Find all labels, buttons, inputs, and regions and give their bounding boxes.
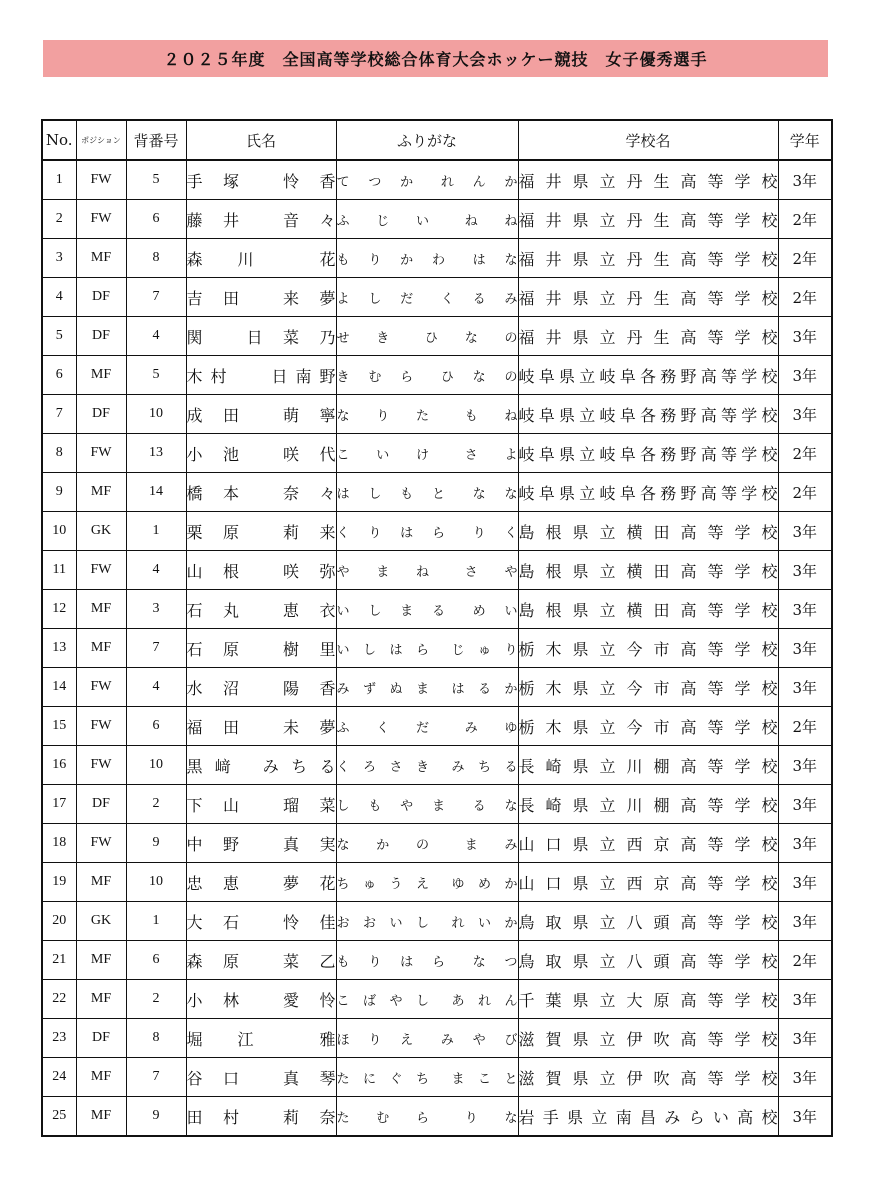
cell-school: 岐阜県立岐阜各務野高等学校	[518, 473, 778, 512]
cell-grade: 3年	[778, 980, 832, 1019]
table-row	[42, 239, 832, 278]
table-body	[42, 160, 832, 1136]
table-row	[42, 629, 832, 668]
cell-kana: ち ゅ う え ゆ め か	[336, 863, 518, 902]
cell-kana: や ま ね さ や	[336, 551, 518, 590]
table-row	[42, 746, 832, 785]
cell-grade: 3年	[778, 1019, 832, 1058]
cell-number: 2	[126, 785, 186, 824]
cell-number: 1	[126, 512, 186, 551]
cell-school: 岐阜県立岐阜各務野高等学校	[518, 356, 778, 395]
cell-name: 山 根 咲 弥	[186, 551, 336, 590]
cell-no: 25	[42, 1097, 76, 1137]
cell-name: 大 石 怜 佳	[186, 902, 336, 941]
table-row	[42, 1097, 832, 1137]
cell-school: 滋賀県立伊吹高等学校	[518, 1058, 778, 1097]
cell-grade: 2年	[778, 239, 832, 278]
cell-position: GK	[76, 512, 126, 551]
cell-grade: 3年	[778, 785, 832, 824]
cell-position: DF	[76, 1019, 126, 1058]
cell-no: 10	[42, 512, 76, 551]
cell-no: 2	[42, 200, 76, 239]
cell-grade: 3年	[778, 512, 832, 551]
cell-name: 藤 井 音 々	[186, 200, 336, 239]
cell-name: 木村 日南野	[186, 356, 336, 395]
cell-position: MF	[76, 590, 126, 629]
table-row	[42, 980, 832, 1019]
cell-kana: せ き ひ な の	[336, 317, 518, 356]
cell-grade: 2年	[778, 200, 832, 239]
cell-number: 7	[126, 278, 186, 317]
table-row	[42, 434, 832, 473]
cell-number: 3	[126, 590, 186, 629]
cell-kana: よ し だ く る み	[336, 278, 518, 317]
cell-position: FW	[76, 160, 126, 200]
cell-no: 9	[42, 473, 76, 512]
cell-grade: 2年	[778, 278, 832, 317]
cell-position: FW	[76, 707, 126, 746]
cell-kana: ふ く だ み ゆ	[336, 707, 518, 746]
cell-grade: 3年	[778, 395, 832, 434]
cell-no: 21	[42, 941, 76, 980]
cell-school: 福井県立丹生高等学校	[518, 278, 778, 317]
cell-name: 堀 江 雅	[186, 1019, 336, 1058]
cell-school: 栃木県立今市高等学校	[518, 629, 778, 668]
cell-no: 8	[42, 434, 76, 473]
cell-number: 1	[126, 902, 186, 941]
cell-position: FW	[76, 434, 126, 473]
cell-no: 6	[42, 356, 76, 395]
cell-name: 水 沼 陽 香	[186, 668, 336, 707]
cell-grade: 3年	[778, 317, 832, 356]
cell-name: 石 原 樹 里	[186, 629, 336, 668]
cell-position: FW	[76, 200, 126, 239]
header-number: 背番号	[126, 120, 186, 160]
cell-name: 関 日 菜 乃	[186, 317, 336, 356]
cell-grade: 3年	[778, 160, 832, 200]
cell-name: 忠 恵 夢 花	[186, 863, 336, 902]
table-row	[42, 785, 832, 824]
cell-number: 4	[126, 668, 186, 707]
cell-number: 9	[126, 1097, 186, 1137]
cell-kana: い し ま る め い	[336, 590, 518, 629]
cell-kana: こ い け さ よ	[336, 434, 518, 473]
table-row	[42, 200, 832, 239]
cell-grade: 3年	[778, 356, 832, 395]
cell-name: 福 田 未 夢	[186, 707, 336, 746]
cell-no: 14	[42, 668, 76, 707]
cell-number: 7	[126, 629, 186, 668]
cell-kana: お お い し れ い か	[336, 902, 518, 941]
cell-school: 長崎県立川棚高等学校	[518, 746, 778, 785]
cell-kana: ほ り え み や び	[336, 1019, 518, 1058]
cell-grade: 3年	[778, 863, 832, 902]
cell-number: 8	[126, 1019, 186, 1058]
cell-number: 8	[126, 239, 186, 278]
cell-school: 鳥取県立八頭高等学校	[518, 902, 778, 941]
cell-school: 福井県立丹生高等学校	[518, 160, 778, 200]
cell-position: DF	[76, 785, 126, 824]
cell-no: 4	[42, 278, 76, 317]
cell-kana: な か の ま み	[336, 824, 518, 863]
header-name: 氏名	[186, 120, 336, 160]
cell-grade: 2年	[778, 434, 832, 473]
cell-kana: く ろ さ き み ち る	[336, 746, 518, 785]
cell-no: 22	[42, 980, 76, 1019]
page-title: ２０２５年度 全国高等学校総合体育大会ホッケー競技 女子優秀選手	[43, 40, 828, 77]
cell-no: 5	[42, 317, 76, 356]
cell-position: MF	[76, 473, 126, 512]
cell-position: FW	[76, 824, 126, 863]
cell-number: 6	[126, 941, 186, 980]
cell-kana: た に ぐ ち ま こ と	[336, 1058, 518, 1097]
cell-position: MF	[76, 863, 126, 902]
cell-position: MF	[76, 239, 126, 278]
cell-name: 小 池 咲 代	[186, 434, 336, 473]
cell-number: 9	[126, 824, 186, 863]
cell-no: 12	[42, 590, 76, 629]
table-row	[42, 590, 832, 629]
cell-school: 福井県立丹生高等学校	[518, 239, 778, 278]
cell-name: 黒 﨑 み ち る	[186, 746, 336, 785]
cell-school: 長崎県立川棚高等学校	[518, 785, 778, 824]
cell-position: FW	[76, 668, 126, 707]
cell-grade: 3年	[778, 551, 832, 590]
cell-no: 1	[42, 160, 76, 200]
cell-no: 18	[42, 824, 76, 863]
cell-grade: 3年	[778, 902, 832, 941]
cell-name: 栗 原 莉 来	[186, 512, 336, 551]
cell-kana: た む ら り な	[336, 1097, 518, 1137]
cell-kana: み ず ぬ ま は る か	[336, 668, 518, 707]
cell-position: MF	[76, 941, 126, 980]
cell-no: 19	[42, 863, 76, 902]
cell-kana: も り は ら な つ	[336, 941, 518, 980]
table-row	[42, 824, 832, 863]
cell-number: 13	[126, 434, 186, 473]
cell-position: MF	[76, 1058, 126, 1097]
cell-name: 森 川 花	[186, 239, 336, 278]
cell-grade: 2年	[778, 473, 832, 512]
table-row	[42, 395, 832, 434]
cell-position: DF	[76, 317, 126, 356]
cell-school: 島根県立横田高等学校	[518, 551, 778, 590]
cell-kana: ふ じ い ね ね	[336, 200, 518, 239]
cell-name: 吉 田 来 夢	[186, 278, 336, 317]
cell-school: 鳥取県立八頭高等学校	[518, 941, 778, 980]
header-school: 学校名	[518, 120, 778, 160]
cell-kana: く り は ら り く	[336, 512, 518, 551]
cell-grade: 3年	[778, 629, 832, 668]
cell-kana: し も や ま る な	[336, 785, 518, 824]
cell-no: 15	[42, 707, 76, 746]
table-header	[42, 120, 832, 160]
header-row	[42, 120, 832, 160]
cell-position: MF	[76, 1097, 126, 1137]
table-row	[42, 902, 832, 941]
cell-school: 福井県立丹生高等学校	[518, 200, 778, 239]
cell-no: 17	[42, 785, 76, 824]
table-row	[42, 278, 832, 317]
cell-number: 10	[126, 395, 186, 434]
table-row	[42, 1019, 832, 1058]
cell-school: 岩手県立南昌みらい高校	[518, 1097, 778, 1137]
cell-school: 島根県立横田高等学校	[518, 590, 778, 629]
cell-position: MF	[76, 629, 126, 668]
cell-name: 小 林 愛 怜	[186, 980, 336, 1019]
header-position: ポジション	[76, 120, 126, 160]
cell-grade: 2年	[778, 941, 832, 980]
table-row	[42, 668, 832, 707]
cell-name: 森 原 菜 乙	[186, 941, 336, 980]
cell-number: 5	[126, 356, 186, 395]
cell-number: 4	[126, 551, 186, 590]
cell-position: MF	[76, 356, 126, 395]
cell-grade: 3年	[778, 1058, 832, 1097]
cell-position: FW	[76, 551, 126, 590]
cell-kana: も り か わ は な	[336, 239, 518, 278]
cell-no: 13	[42, 629, 76, 668]
table-row	[42, 941, 832, 980]
cell-name: 石 丸 恵 衣	[186, 590, 336, 629]
cell-kana: は し も と な な	[336, 473, 518, 512]
cell-name: 谷 口 真 琴	[186, 1058, 336, 1097]
cell-number: 6	[126, 200, 186, 239]
cell-no: 3	[42, 239, 76, 278]
table-row	[42, 551, 832, 590]
cell-school: 福井県立丹生高等学校	[518, 317, 778, 356]
cell-school: 千葉県立大原高等学校	[518, 980, 778, 1019]
cell-school: 岐阜県立岐阜各務野高等学校	[518, 434, 778, 473]
cell-number: 7	[126, 1058, 186, 1097]
table-row	[42, 356, 832, 395]
cell-number: 10	[126, 863, 186, 902]
cell-grade: 3年	[778, 1097, 832, 1137]
cell-name: 手 塚 怜 香	[186, 160, 336, 200]
cell-name: 橋 本 奈 々	[186, 473, 336, 512]
cell-number: 6	[126, 707, 186, 746]
cell-no: 16	[42, 746, 76, 785]
cell-kana: な り た も ね	[336, 395, 518, 434]
cell-number: 2	[126, 980, 186, 1019]
header-kana: ふりがな	[336, 120, 518, 160]
cell-name: 成 田 萌 寧	[186, 395, 336, 434]
cell-position: MF	[76, 980, 126, 1019]
cell-kana: き む ら ひ な の	[336, 356, 518, 395]
table-row	[42, 160, 832, 200]
table-row	[42, 512, 832, 551]
cell-school: 島根県立横田高等学校	[518, 512, 778, 551]
cell-kana: い し は ら じ ゅ り	[336, 629, 518, 668]
cell-grade: 3年	[778, 668, 832, 707]
cell-no: 23	[42, 1019, 76, 1058]
cell-position: GK	[76, 902, 126, 941]
cell-grade: 3年	[778, 590, 832, 629]
table-row	[42, 707, 832, 746]
cell-no: 20	[42, 902, 76, 941]
header-no: No.	[42, 120, 76, 160]
cell-position: FW	[76, 746, 126, 785]
cell-position: DF	[76, 395, 126, 434]
players-table	[41, 119, 833, 1137]
cell-school: 滋賀県立伊吹高等学校	[518, 1019, 778, 1058]
cell-kana: こ ば や し あ れ ん	[336, 980, 518, 1019]
cell-name: 下 山 瑠 菜	[186, 785, 336, 824]
cell-school: 栃木県立今市高等学校	[518, 668, 778, 707]
cell-number: 5	[126, 160, 186, 200]
cell-school: 岐阜県立岐阜各務野高等学校	[518, 395, 778, 434]
table-row	[42, 863, 832, 902]
table-row	[42, 317, 832, 356]
cell-position: DF	[76, 278, 126, 317]
cell-school: 山口県立西京高等学校	[518, 863, 778, 902]
table-row	[42, 473, 832, 512]
cell-number: 4	[126, 317, 186, 356]
cell-no: 11	[42, 551, 76, 590]
cell-grade: 3年	[778, 746, 832, 785]
cell-school: 栃木県立今市高等学校	[518, 707, 778, 746]
cell-school: 山口県立西京高等学校	[518, 824, 778, 863]
cell-number: 10	[126, 746, 186, 785]
cell-name: 田 村 莉 奈	[186, 1097, 336, 1137]
table-row	[42, 1058, 832, 1097]
cell-grade: 2年	[778, 707, 832, 746]
cell-no: 7	[42, 395, 76, 434]
cell-no: 24	[42, 1058, 76, 1097]
cell-grade: 3年	[778, 824, 832, 863]
cell-name: 中 野 真 実	[186, 824, 336, 863]
cell-number: 14	[126, 473, 186, 512]
cell-kana: て つ か れ ん か	[336, 160, 518, 200]
header-grade: 学年	[778, 120, 832, 160]
